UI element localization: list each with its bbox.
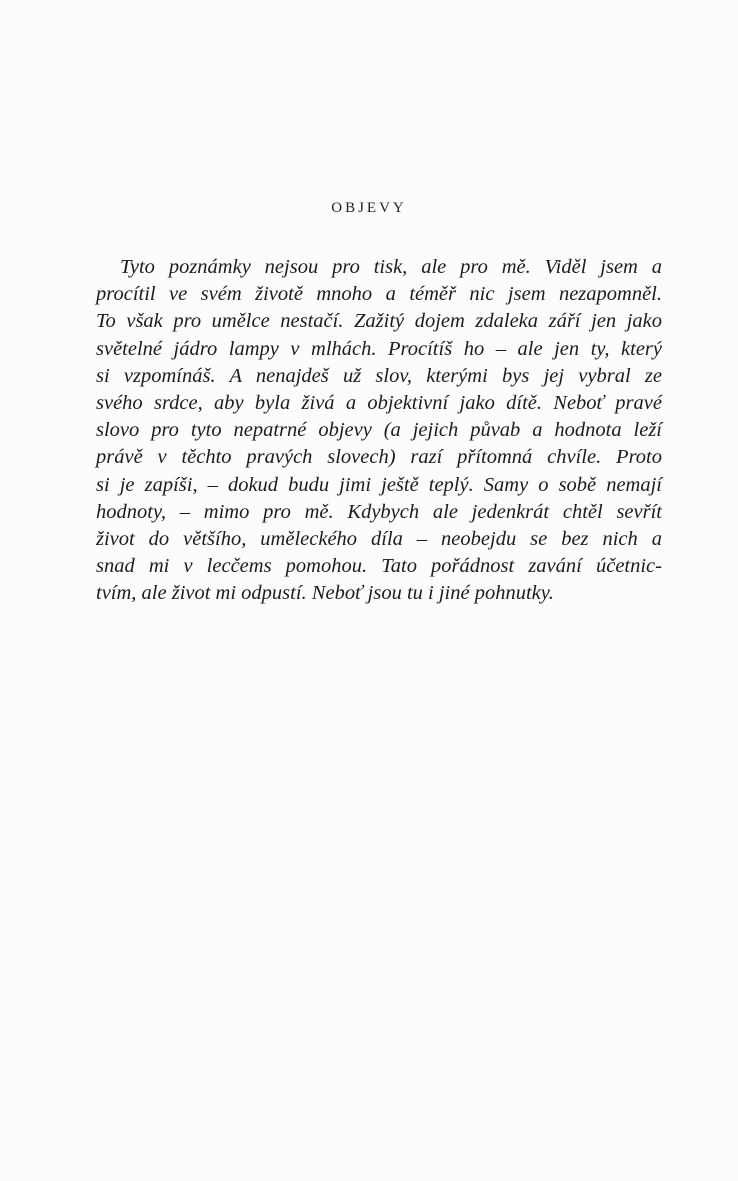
text-line: snad mi v lecčems pomohou. Tato pořádnost zavání účetnic-: [96, 555, 662, 578]
text-line: svého srdce, aby byla živá a objektivní jako dítě. Neboť pravé: [96, 392, 662, 415]
text-line: Tyto poznámky nejsou pro tisk, ale pro mě. Viděl jsem a: [120, 256, 662, 278]
chapter-title: OBJEVY: [331, 200, 407, 216]
text-line: To však pro umělce nestačí. Zažitý dojem zdaleka září jen jako: [96, 310, 662, 333]
text-line: život do většího, uměleckého díla – neobejdu se bez nich a: [96, 528, 662, 551]
text-line: hodnoty, – mimo pro mě. Kdybych ale jedenkrát chtěl sevřít: [96, 500, 662, 523]
text-line: světelné jádro lampy v mlhách. Procítíš ho – ale jen ty, který: [96, 337, 662, 360]
text-line: si vzpomínáš. A nenajdeš už slov, kterými bys jej vybral ze: [96, 364, 662, 387]
paragraph: [96, 254, 662, 608]
text-line: si je zapíši, – dokud budu jimi ještě teplý. Samy o sobě nemají: [96, 473, 662, 496]
text-line: tvím, ale život mi odpustí. Neboť jsou tu i jiné pohnutky.: [96, 582, 554, 605]
text-line: právě v těchto pravých slovech) razí přítomná chvíle. Proto: [96, 446, 662, 469]
text-line: slovo pro tyto nepatrné objevy (a jejich půvab a hodnota leží: [96, 419, 662, 442]
text-line: procítil ve svém životě mnoho a téměř nic jsem nezapomněl.: [96, 283, 662, 306]
